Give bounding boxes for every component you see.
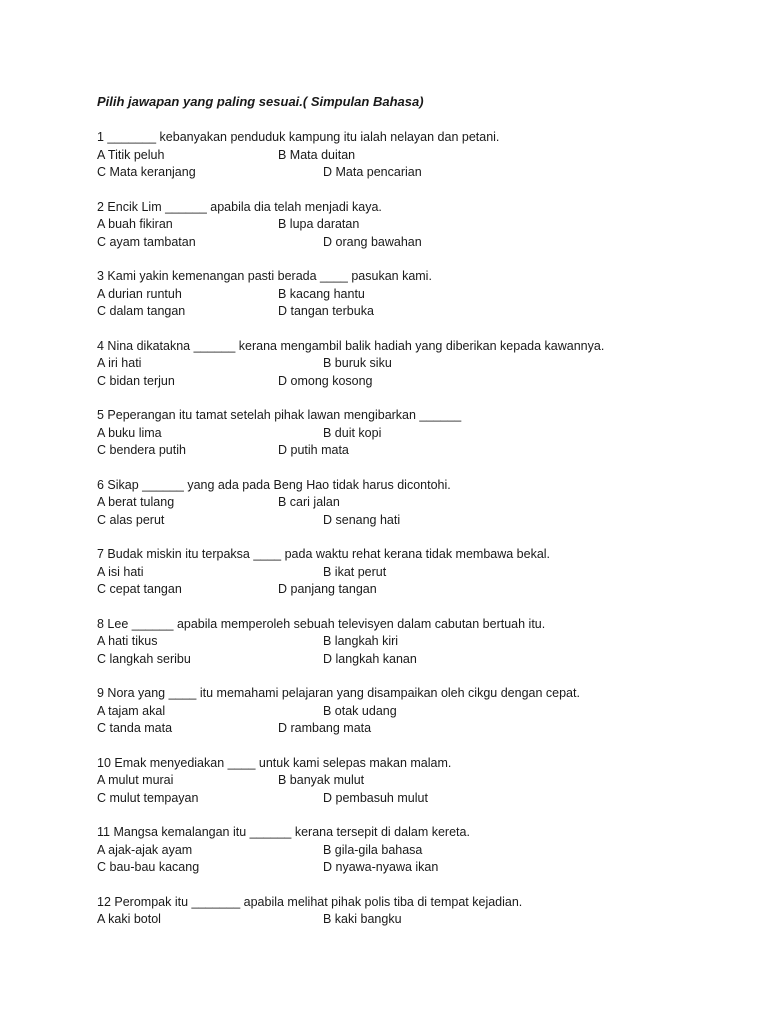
option-c: C bidan terjun [97, 373, 175, 388]
question-stem: 9 Nora yang ____ itu memahami pelajaran yang disampaikan oleh cikgu dengan cepat. [97, 686, 580, 700]
question-item [97, 894, 737, 929]
option-b: B kaki bangku [323, 912, 402, 926]
option-d: D omong kosong [278, 373, 373, 388]
question-stem: 3 Kami yakin kemenangan pasti berada ____ pasukan kami. [97, 269, 432, 283]
question-stem: 6 Sikap ______ yang ada pada Beng Hao tidak harus dicontohi. [97, 477, 451, 492]
option-b: B ikat perut [323, 564, 387, 579]
option-a: A iri hati [97, 356, 142, 370]
options-row [97, 373, 737, 391]
option-b: B kacang hantu [278, 286, 365, 301]
question-stem: 4 Nina dikatakna ______ kerana mengambil balik hadiah yang diberikan kepada kawannya. [97, 338, 605, 353]
options-row [97, 859, 737, 877]
options-row [97, 633, 737, 651]
options-row [97, 355, 737, 373]
option-c: C bau-bau kacang [97, 860, 200, 874]
option-a: A isi hati [97, 564, 144, 579]
option-a: A durian runtuh [97, 286, 182, 301]
question-stem: 12 Perompak itu _______ apabila melihat pihak polis tiba di tempat kejadian. [97, 894, 523, 909]
page-title: Pilih jawapan yang paling sesuai.( Simpulan Bahasa) [97, 94, 424, 109]
option-d: D pembasuh mulut [323, 790, 428, 805]
options-row [97, 286, 737, 304]
option-a: A Titik peluh [97, 147, 165, 162]
options-row [97, 425, 737, 443]
question-item [97, 824, 737, 877]
question-stem: 5 Peperangan itu tamat setelah pihak lawan mengibarkan ______ [97, 408, 462, 422]
option-d: D orang bawahan [323, 234, 422, 249]
option-d: D langkah kanan [323, 651, 417, 666]
options-row [97, 581, 737, 599]
option-b: B cari jalan [278, 495, 340, 509]
option-b: B langkah kiri [323, 634, 399, 648]
option-a: A hati tikus [97, 634, 158, 648]
question-stem: 11 Mangsa kemalangan itu ______ kerana tersepit di dalam kereta. [97, 825, 470, 839]
option-a: A buah fikiran [97, 217, 173, 231]
options-row [97, 164, 737, 182]
options-row [97, 494, 737, 512]
option-b: B banyak mulut [278, 773, 365, 787]
question-item [97, 129, 737, 182]
option-a: A kaki botol [97, 912, 161, 926]
question-item [97, 755, 737, 808]
options-row [97, 703, 737, 721]
options-row [97, 720, 737, 738]
option-c: C alas perut [97, 512, 165, 527]
option-a: A buku lima [97, 425, 162, 440]
option-b: B Mata duitan [278, 147, 356, 162]
options-row [97, 303, 737, 321]
options-row [97, 442, 737, 460]
question-item [97, 546, 737, 599]
option-d: D putih mata [278, 443, 349, 457]
option-d: D nyawa-nyawa ikan [323, 860, 439, 874]
option-a: A mulut murai [97, 773, 174, 787]
option-c: C cepat tangan [97, 582, 182, 596]
options-row [97, 911, 737, 929]
option-c: C langkah seribu [97, 651, 191, 666]
options-row [97, 842, 737, 860]
option-a: A ajak-ajak ayam [97, 842, 193, 857]
options-row [97, 772, 737, 790]
options-row [97, 512, 737, 530]
option-c: C tanda mata [97, 721, 173, 735]
question-item [97, 685, 737, 738]
question-stem: 8 Lee ______ apabila memperoleh sebuah televisyen dalam cabutan bertuah itu. [97, 616, 546, 631]
question-stem: 7 Budak miskin itu terpaksa ____ pada waktu rehat kerana tidak membawa bekal. [97, 547, 551, 561]
options-row [97, 147, 737, 165]
option-d: D panjang tangan [278, 582, 377, 596]
options-row [97, 651, 737, 669]
option-d: D tangan terbuka [278, 304, 374, 318]
option-c: C Mata keranjang [97, 165, 196, 179]
option-c: C ayam tambatan [97, 234, 196, 249]
options-row [97, 790, 737, 808]
question-item [97, 199, 737, 252]
question-stem: 10 Emak menyediakan ____ untuk kami selepas makan malam. [97, 755, 452, 770]
option-a: A tajam akal [97, 703, 166, 718]
question-item [97, 338, 737, 391]
question-item [97, 477, 737, 530]
option-d: D rambang mata [278, 721, 372, 735]
options-row [97, 234, 737, 252]
question-stem: 1 _______ kebanyakan penduduk kampung itu ialah nelayan dan petani. [97, 130, 500, 144]
question-item [97, 407, 737, 460]
options-row [97, 216, 737, 234]
option-c: C dalam tangan [97, 304, 186, 318]
option-c: C bendera putih [97, 443, 186, 457]
option-d: D senang hati [323, 512, 401, 527]
options-row [97, 564, 737, 582]
option-b: B duit kopi [323, 425, 382, 440]
option-d: D Mata pencarian [323, 165, 422, 179]
option-c: C mulut tempayan [97, 790, 199, 805]
question-stem: 2 Encik Lim ______ apabila dia telah menjadi kaya. [97, 199, 382, 214]
option-b: B otak udang [323, 703, 397, 718]
question-item [97, 616, 737, 669]
option-b: B gila-gila bahasa [323, 842, 423, 857]
option-b: B buruk siku [323, 356, 392, 370]
option-b: B lupa daratan [278, 217, 360, 231]
question-item [97, 268, 737, 321]
option-a: A berat tulang [97, 495, 175, 509]
